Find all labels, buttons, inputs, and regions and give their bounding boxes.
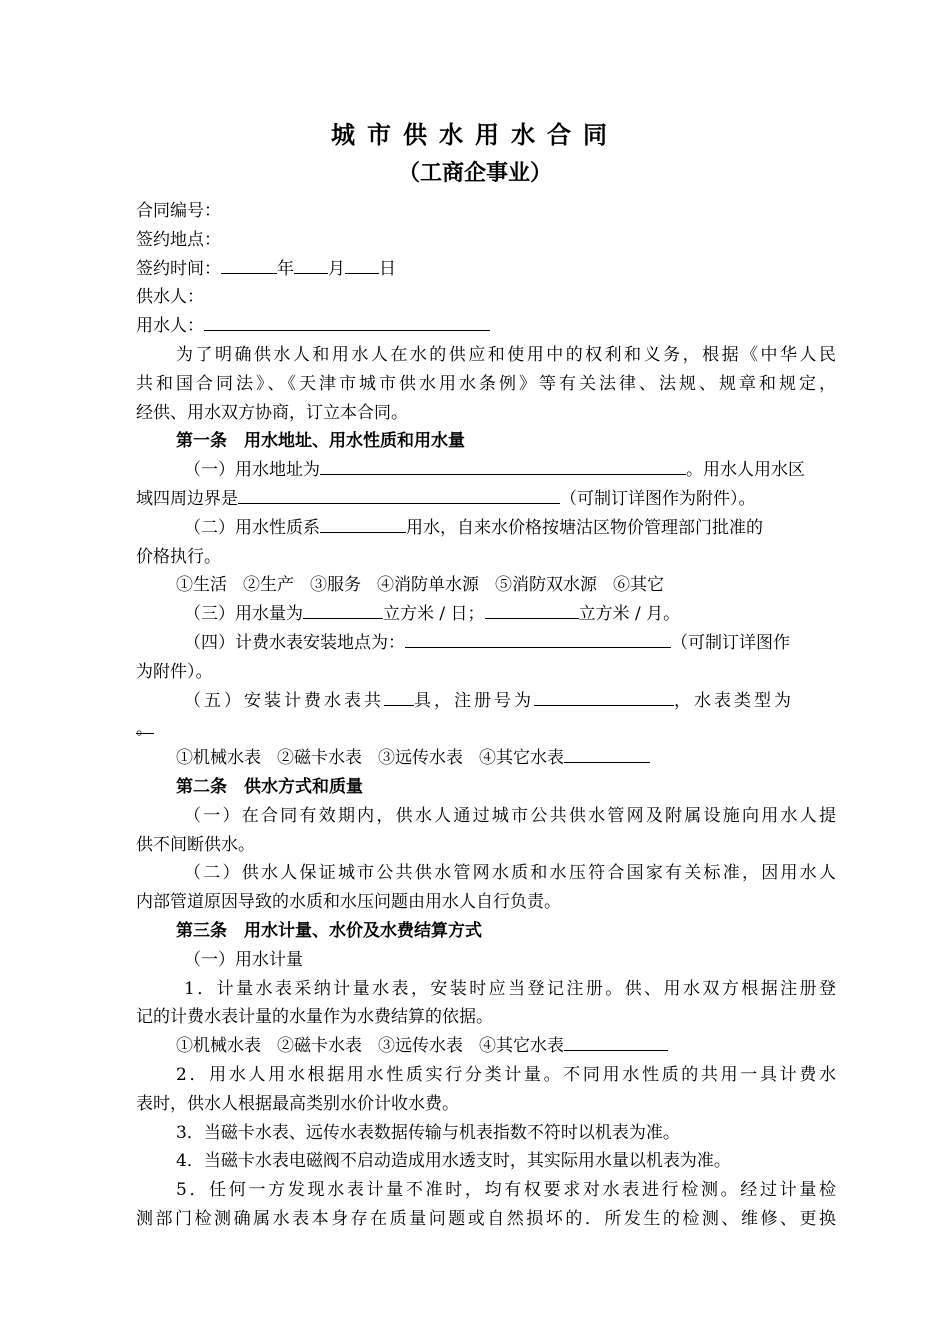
other-meter-blank-2[interactable] xyxy=(564,1032,668,1051)
art1-c4-tail: （可制订详图作 xyxy=(671,632,790,653)
art1-meter-options xyxy=(136,744,836,773)
option-service[interactable]: ③服务 xyxy=(310,575,361,596)
meter-remote[interactable]: ③远传水表 xyxy=(378,748,463,769)
art2-p2-line1: （二）供水人保证城市公共供水管网水质和水压符合国家有关标准，因用水人 xyxy=(184,863,836,884)
art2-p1-line1: （一）在合同有效期内，供水人通过城市公共供水管网及附属设施向用水人提 xyxy=(184,805,836,826)
art1-c3-month-unit: 立方米 / 月。 xyxy=(578,604,681,625)
art1-c1-note: （可制订详图作为附件）。 xyxy=(560,488,756,509)
document-subtitle: （工商企事业） xyxy=(397,161,552,186)
user-name-blank[interactable] xyxy=(204,312,490,331)
sign-place-line: 签约地点： xyxy=(136,229,221,250)
art1-c4-label: （四）计费水表安装地点为： xyxy=(184,632,405,653)
art3-i5-line2: 测部门检测确属水表本身存在质量问题或自然损坏的．所发生的检测、维修、更换 xyxy=(136,1208,836,1229)
meter-count-blank[interactable] xyxy=(384,687,414,706)
meter-mechanical-2[interactable]: ①机械水表 xyxy=(176,1036,261,1057)
intro-line-1: 为了明确供水人和用水人在水的供应和使用中的权利和义务，根据《中华人民 xyxy=(176,344,836,365)
registration-no-blank[interactable] xyxy=(534,687,674,706)
day-label: 日 xyxy=(379,258,396,279)
daily-volume-blank[interactable] xyxy=(303,600,383,619)
art1-clause5-line2 xyxy=(136,715,836,744)
art1-c3-day-unit: 立方米 / 日； xyxy=(383,604,485,625)
document-title: 城市供水用水合同 xyxy=(331,121,619,149)
month-blank[interactable] xyxy=(294,255,328,274)
user-label: 用水人： xyxy=(136,316,204,337)
art1-c5-label: （五）安装计费水表共 xyxy=(184,690,384,711)
water-nature-options xyxy=(136,571,836,600)
meter-remote-2[interactable]: ③远传水表 xyxy=(378,1036,463,1057)
art1-c5-end: 。 xyxy=(136,719,153,740)
art3-i1-line1: 1．计量水表采纳计量水表，安装时应当登记注册。供、用水双方根据注册登 xyxy=(184,978,836,999)
meter-card-2[interactable]: ②磁卡水表 xyxy=(277,1036,362,1057)
month-label: 月 xyxy=(328,258,345,279)
art1-c1-tail: 。用水人用水区 xyxy=(686,460,805,481)
art1-clause5-line1 xyxy=(136,687,836,716)
option-living[interactable]: ①生活 xyxy=(176,575,227,596)
meter-type-blank[interactable] xyxy=(136,715,154,740)
art1-c2-label: （二）用水性质系 xyxy=(184,517,320,538)
water-nature-blank[interactable] xyxy=(320,514,406,533)
art2-p1-line2: 供不间断供水。 xyxy=(136,834,255,855)
art1-clause4-line2: 为附件）。 xyxy=(136,661,213,682)
art2-p2-line2: 内部管道原因导致的水质和水压问题由用水人自行负责。 xyxy=(136,892,561,913)
article-2-heading: 第二条 供水方式和质量 xyxy=(176,776,363,797)
other-meter-blank[interactable] xyxy=(564,744,650,763)
art1-c1-label: （一）用水地址为 xyxy=(184,460,320,481)
sign-time-label: 签约时间： xyxy=(136,258,221,279)
art3-sub1: （一）用水计量 xyxy=(184,949,303,970)
art3-i4: 4．当磁卡水表电磁阀不启动造成用水透支时，其实际用水量以机表为准。 xyxy=(176,1151,731,1172)
meter-other-2[interactable]: ④其它水表 xyxy=(479,1036,564,1057)
meter-card[interactable]: ②磁卡水表 xyxy=(277,748,362,769)
art1-c1-boundary-label: 域四周边界是 xyxy=(136,488,238,509)
monthly-volume-blank[interactable] xyxy=(485,600,579,619)
art1-clause4-line1 xyxy=(136,629,836,658)
day-blank[interactable] xyxy=(345,255,379,274)
contract-no-line: 合同编号： xyxy=(136,201,221,221)
contract-body xyxy=(136,197,836,1234)
user-line xyxy=(136,312,836,341)
supplier-line: 供水人： xyxy=(136,287,204,308)
boundary-blank[interactable] xyxy=(238,485,560,504)
option-fire-single[interactable]: ④消防单水源 xyxy=(377,575,479,596)
art3-i2-line1: 2．用水人用水根据用水性质实行分类计量。不同用水性质的共用一具计费水 xyxy=(176,1064,836,1085)
option-other[interactable]: ⑥其它 xyxy=(613,575,664,596)
art3-i3: 3．当磁卡水表、远传水表数据传输与机表指数不符时以机表为准。 xyxy=(176,1122,680,1143)
intro-line-3: 经供、用水双方协商，订立本合同。 xyxy=(136,402,408,423)
art1-clause1-line2 xyxy=(136,485,836,514)
art1-clause1-line1 xyxy=(136,456,836,485)
art3-i2-line2: 表时，供水人根据最高类别水价计收水费。 xyxy=(136,1093,459,1114)
meter-location-blank[interactable] xyxy=(405,629,671,648)
meter-mechanical[interactable]: ①机械水表 xyxy=(176,748,261,769)
art1-clause2-line2: 价格执行。 xyxy=(136,546,221,567)
art1-c3-label: （三）用水量为 xyxy=(184,604,303,625)
year-blank[interactable] xyxy=(221,255,277,274)
intro-line-2: 共和国合同法》、《天津市城市供水用水条例》等有关法律、法规、规章和规定， xyxy=(136,373,836,394)
art3-i5-line1: 5．任何一方发现水表计量不准时，均有权要求对水表进行检测。经过计量检 xyxy=(176,1180,836,1201)
option-fire-double[interactable]: ⑤消防双水源 xyxy=(495,575,597,596)
meter-other[interactable]: ④其它水表 xyxy=(479,748,564,769)
art1-c2-tail: 用水，自来水价格按塘沽区物价管理部门批准的 xyxy=(406,517,763,538)
art1-clause3 xyxy=(136,600,836,629)
art1-c5-type-label: ，水表类型为 xyxy=(674,690,794,711)
water-address-blank[interactable] xyxy=(320,456,686,475)
sign-time-line xyxy=(136,255,836,284)
art1-clause2-line1 xyxy=(136,514,836,543)
article-1-heading: 第一条 用水地址、用水性质和用水量 xyxy=(176,431,465,452)
art3-meter-options xyxy=(136,1032,836,1061)
year-label: 年 xyxy=(277,258,294,279)
art3-i1-line2: 记的计费水表计量的水量作为水费结算的依据。 xyxy=(136,1007,493,1028)
article-3-heading: 第三条 用水计量、水价及水费结算方式 xyxy=(176,920,482,941)
art1-c5-reg-label: 具，注册号为 xyxy=(414,690,534,711)
option-production[interactable]: ②生产 xyxy=(243,575,294,596)
